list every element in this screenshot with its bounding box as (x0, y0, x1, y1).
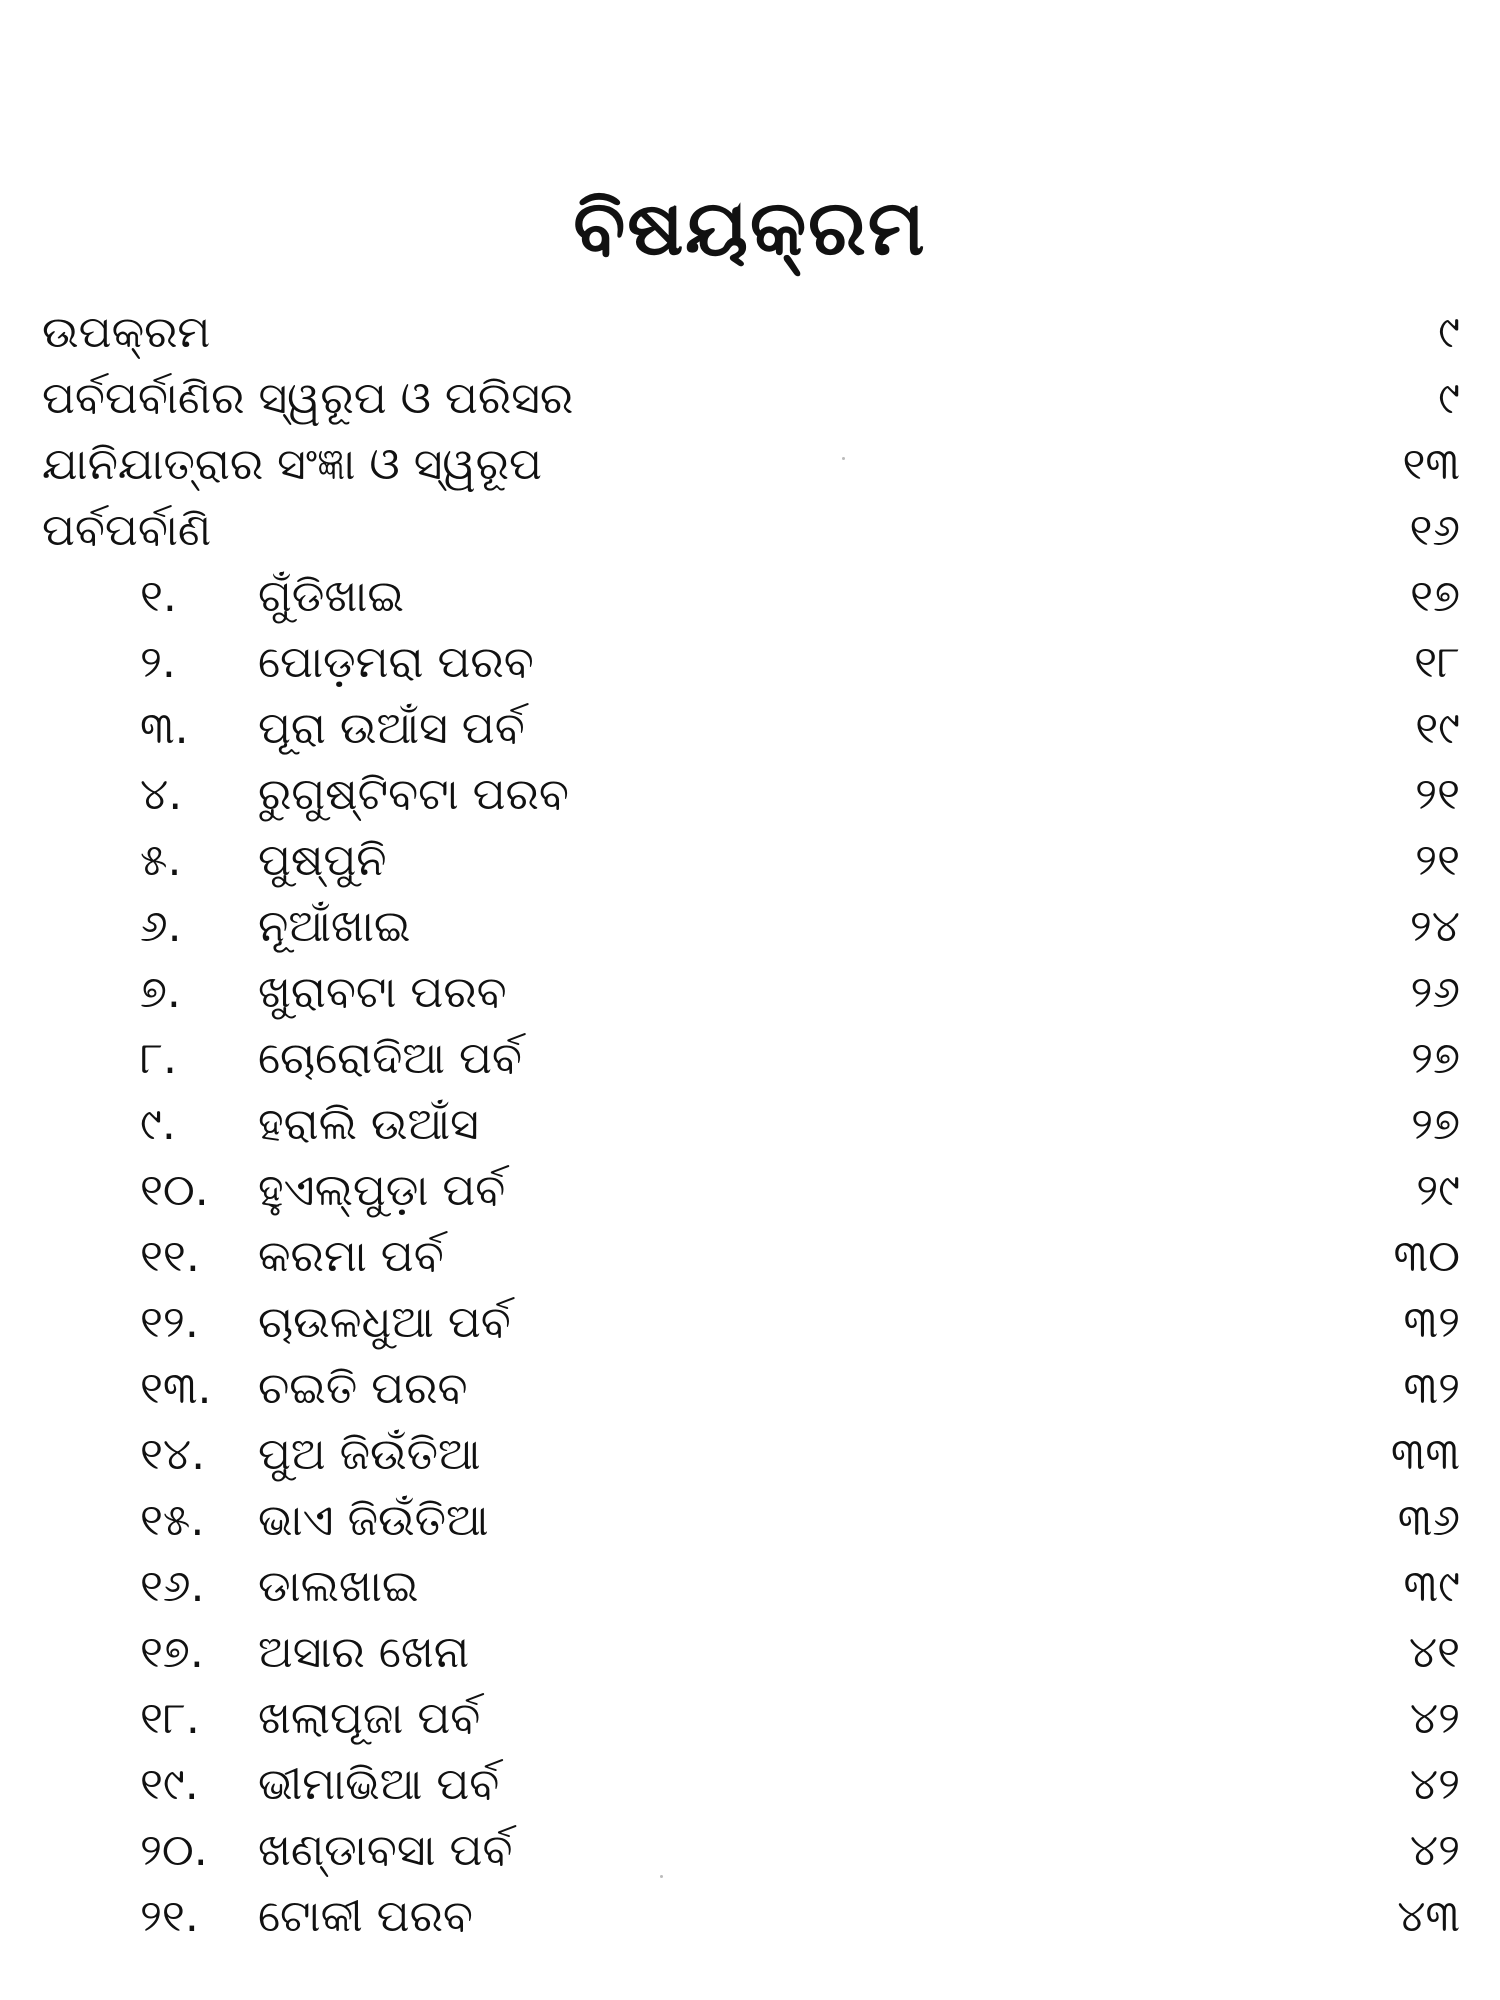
toc-subentry (0, 894, 1500, 960)
toc-entry-title: ଚଇତି ପରବ (258, 1363, 468, 1414)
toc-entry-number: ୨୦. (140, 1825, 208, 1876)
toc-entry-page: ୧୩ (1402, 439, 1460, 490)
paper-speck (842, 457, 845, 460)
toc-subentry (0, 762, 1500, 828)
toc-entry-page: ୨୬ (1410, 967, 1460, 1018)
toc-subentry (0, 1158, 1500, 1224)
toc-entry-number: ୧୧. (140, 1231, 200, 1282)
toc-entry-page: ୪୧ (1408, 1627, 1460, 1678)
toc-entry-number: ୧୩. (140, 1363, 212, 1414)
toc-entry-page: ୪୨ (1409, 1693, 1460, 1744)
toc-subentry (0, 630, 1500, 696)
toc-entry-page: ୨୭ (1411, 1099, 1460, 1150)
toc-subentry (0, 1554, 1500, 1620)
toc-entry-title: ହୁଏଲ୍‌ପୁଡ଼ା ପର୍ବ (258, 1165, 506, 1216)
toc-subentry (0, 1422, 1500, 1488)
toc-entry-number: ୧୯. (140, 1759, 199, 1810)
toc-entry-number: ୨୧. (140, 1891, 199, 1942)
toc-entry-page: ୪୨ (1409, 1759, 1460, 1810)
toc-subentry (0, 1092, 1500, 1158)
toc-entry-number: ୮. (140, 1033, 177, 1084)
toc-entry-number: ୧୨. (140, 1297, 199, 1348)
toc-entry-title: ହରାଲି ଉଆଁସ (258, 1099, 479, 1150)
toc-entry-title: ଉପକ୍ରମ (42, 307, 211, 358)
toc-entry-page: ୯ (1438, 373, 1460, 424)
toc-entry-title: ପୂରା ଉଆଁସ ପର୍ବ (258, 703, 525, 754)
toc-entry-page: ୩୨ (1403, 1297, 1460, 1348)
toc-entry-title: ପର୍ବପର୍ବାଣି (42, 505, 212, 556)
toc-subentry (0, 1818, 1500, 1884)
toc-subentry (0, 1290, 1500, 1356)
toc-entry-page: ୧୮ (1414, 637, 1460, 688)
toc-entry-title: ଚୋରୋଦିଆ ପର୍ବ (258, 1033, 522, 1084)
toc-subentry (0, 1686, 1500, 1752)
table-of-contents (0, 300, 1500, 1950)
toc-subentry (0, 1488, 1500, 1554)
toc-entry-number: ୧. (140, 571, 177, 622)
toc-subentry (0, 1224, 1500, 1290)
toc-entry-number: ୧୪. (140, 1429, 206, 1480)
toc-entry-title: ରୁଗୁଷ୍ଟିବଟା ପରବ (258, 769, 569, 820)
toc-entry-title: ଡାଲଖାଇ (258, 1561, 419, 1612)
toc-entry-page: ୧୭ (1410, 571, 1460, 622)
toc-entry-page: ୨୧ (1415, 769, 1460, 820)
toc-subentry (0, 1884, 1500, 1950)
toc-entry-number: ୭. (140, 967, 181, 1018)
toc-entry-number: ୫. (140, 835, 182, 886)
toc-entry-page: ୨୭ (1411, 1033, 1460, 1084)
toc-entry-title: ଟୋକୀ ପରବ (258, 1891, 473, 1942)
toc-entry-title: ପୁଅ ଜିଉଁତିଆ (258, 1429, 481, 1480)
toc-entry-title: ଖଣ୍ଡାବସା ପର୍ବ (258, 1825, 513, 1876)
toc-entry-title: ଭୀମାଭିଆ ପର୍ବ (258, 1759, 500, 1810)
toc-entry (0, 432, 1500, 498)
toc-entry-number: ୪. (140, 769, 183, 820)
toc-entry-title: ପୁଷ୍ପୁନି (258, 835, 387, 886)
toc-entry-page: ୩୯ (1403, 1561, 1460, 1612)
toc-subentry (0, 1620, 1500, 1686)
toc-entry-page: ୨୪ (1409, 901, 1460, 952)
toc-entry-title: ଗୁଁଡିଖାଇ (258, 571, 404, 622)
toc-entry-page: ୧୯ (1415, 703, 1460, 754)
toc-entry-title: ପର୍ବପର୍ବାଣିର ସ୍ୱରୂପ ଓ ପରିସର (42, 373, 574, 424)
toc-entry-title: ଯାନିଯାତ୍ରାର ସଂଜ୍ଞା ଓ ସ୍ୱରୂପ (42, 439, 542, 490)
toc-entry-title: ଅସାର ଖେନା (258, 1627, 470, 1678)
toc-entry-page: ୩୦ (1393, 1231, 1460, 1282)
toc-subentry (0, 828, 1500, 894)
toc-entry-title: ଭାଏ ଜିଉଁତିଆ (258, 1495, 489, 1546)
toc-entry-number: ୧୫. (140, 1495, 205, 1546)
toc-entry-page: ୨୧ (1415, 835, 1460, 886)
toc-entry-number: ୬. (140, 901, 182, 952)
toc-entry (0, 300, 1500, 366)
paper-speck (660, 1875, 663, 1878)
toc-entry-page: ୨୯ (1416, 1165, 1460, 1216)
toc-entry-page: ୧୬ (1409, 505, 1460, 556)
toc-subentry (0, 1356, 1500, 1422)
toc-entry-title: ପୋଡ଼ମରା ପରବ (258, 637, 534, 688)
toc-entry-page: ୩୨ (1403, 1363, 1460, 1414)
toc-entry-page: ୯ (1438, 307, 1460, 358)
toc-entry-number: ୩. (140, 703, 189, 754)
toc-entry-title: କରମା ପର୍ବ (258, 1231, 444, 1282)
toc-entry-title: ଖୁରାବଟା ପରବ (258, 967, 507, 1018)
toc-entry-number: ୧୭. (140, 1627, 204, 1678)
toc-entry-number: ୧୬. (140, 1561, 205, 1612)
toc-entry-number: ୨. (140, 637, 176, 688)
toc-entry (0, 366, 1500, 432)
toc-subentry (0, 564, 1500, 630)
toc-entry-page: ୩୩ (1390, 1429, 1460, 1480)
toc-entry-number: ୧୮. (140, 1693, 200, 1744)
toc-entry-title: ଚାଉଳଧୁଆ ପର୍ବ (258, 1297, 511, 1348)
toc-entry-number: ୧୦. (140, 1165, 209, 1216)
toc-subentry (0, 1026, 1500, 1092)
toc-entry-title: ନୂଆଁଖାଇ (258, 901, 411, 952)
toc-entry-page: ୪୩ (1397, 1891, 1460, 1942)
toc-entry-title: ଖଲାପୂଜା ପର୍ବ (258, 1693, 481, 1744)
toc-entry-page: ୪୨ (1409, 1825, 1460, 1876)
toc-entry-number: ୯. (140, 1099, 176, 1150)
toc-subentry (0, 1752, 1500, 1818)
toc-entry (0, 498, 1500, 564)
toc-entry-page: ୩୬ (1397, 1495, 1460, 1546)
toc-subentry (0, 696, 1500, 762)
toc-subentry (0, 960, 1500, 1026)
page-title: ବିଷୟକ୍ରମ (573, 183, 927, 272)
